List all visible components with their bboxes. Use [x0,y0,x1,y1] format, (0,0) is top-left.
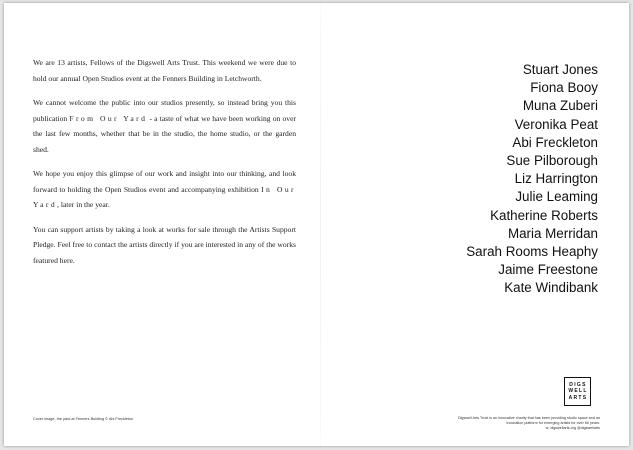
intro-p3-after: , later in the year. [57,200,110,209]
artist-name: Fiona Booy [530,80,598,96]
exhibition-title: In Our Yard [33,184,296,209]
intro-p2-after: - a taste of what we have been working on over the last few months, whether that be in the studio, the home studio, or the garden shed. [33,113,296,154]
intro-p3-before: We hope you enjoy this glimpse of our work and insight into our thinking, and look forward to holding the Open Studios event and accompanying exhibition [33,169,296,194]
artist-name: Veronika Peat [514,116,598,132]
artist-name: Abi Freckleton [512,134,598,150]
artist-name: Katherine Roberts [490,207,598,223]
intro-paragraph-1: We are 13 artists, Fellows of the Digswell Arts Trust. This weekend we were due to hold our annual Open Studios event at the Fenners Building in Letchworth. [33,58,296,83]
artist-name: Liz Harrington [514,171,598,187]
publication-title: From Our Yard [69,113,148,123]
page-fold [320,3,321,446]
cover-credit: Cover image, the yard at Fenners Building © Abi Freckleton [33,417,134,421]
artist-list [466,61,598,298]
artist-name: Kate Windibank [504,280,598,296]
publication-spread [4,3,629,446]
intro-paragraph-2 [33,95,296,157]
trust-contact: w: digswellarts.org @digswellarts [545,426,600,430]
artist-name: Sue Pilborough [506,153,598,169]
trust-description: Digswell Arts Trust is an innovative charity that has been providing studio space and an incubation platform for emerging artists for over 60 years. [457,416,600,425]
artist-name: Sarah Rooms Heaphy [466,244,598,260]
intro-text [33,55,296,277]
artist-name: Julie Leaming [515,189,598,205]
artist-name: Muna Zuberi [522,98,598,114]
artist-name: Jaime Freestone [498,262,598,278]
artist-name: Stuart Jones [522,62,598,77]
artist-name: Maria Merridan [507,225,598,241]
intro-p2-before: We cannot welcome the public into our studios presently, so instead bring you this publication [33,98,296,123]
digswell-arts-logo [564,377,591,406]
logo-line-1: DIGS [569,382,587,389]
intro-paragraph-3 [33,166,296,213]
trust-note [450,416,600,431]
intro-paragraph-4: You can support artists by taking a look at works for sale through the Artists Support Pledge. Feel free to contact the artists directly if you are interested in any of the works featured here. [33,224,296,265]
logo-line-3: ARTS [568,394,588,401]
logo-line-2: WELL [568,388,588,395]
